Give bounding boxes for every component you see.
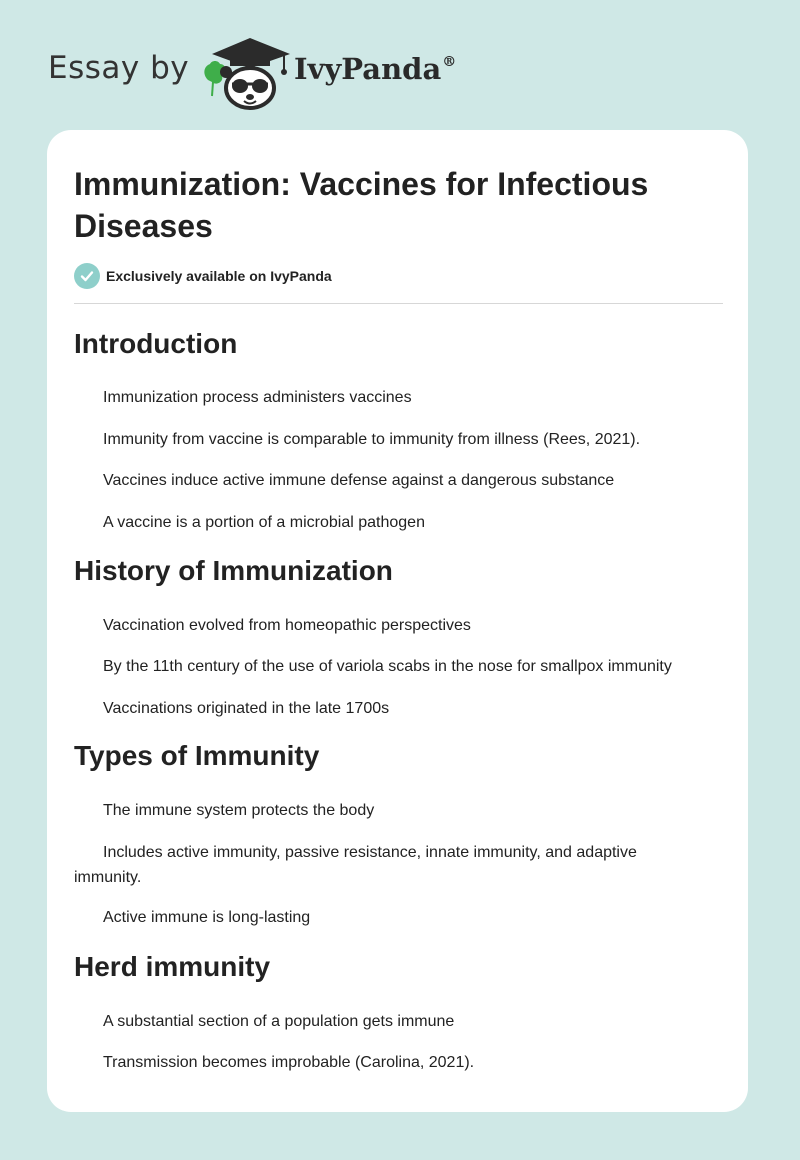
section-heading-herd-immunity: Herd immunity [74,951,271,982]
essay-card [47,130,748,1112]
checkmark-icon [74,263,100,289]
section-heading-history: History of Immunization [74,555,393,586]
paragraph: The immune system protects the body [103,802,375,819]
essay-by-label: Essay by [48,50,190,86]
essay-title: Immunization: Vaccines for Infectious Diseases [74,166,649,244]
registered-mark: ® [442,54,457,70]
section-heading-types: Types of Immunity [74,740,320,771]
paragraph: Transmission becomes improbable (Carolina, 2021). [103,1054,475,1071]
brand-text: IvyPanda [294,52,442,86]
paragraph: A vaccine is a portion of a microbial pathogen [103,514,425,531]
brand-name[interactable] [294,52,456,86]
paragraph: By the 11th century of the use of variola scabs in the nose for smallpox immunity [103,658,672,675]
panda-logo-icon[interactable] [200,34,296,112]
exclusive-badge [74,262,332,290]
paragraph: Vaccinations originated in the late 1700s [103,700,390,717]
ivy-leaf-icon [204,61,225,96]
paragraph: Vaccines induce active immune defense against a dangerous substance [103,472,615,489]
paragraph: Includes active immunity, passive resistance, innate immunity, and adaptive immunity. [74,844,637,886]
paragraph: Immunization process administers vaccines [103,389,412,406]
divider [74,303,723,304]
paragraph: Vaccination evolved from homeopathic perspectives [103,617,471,634]
section-heading-introduction: Introduction [74,328,238,359]
exclusive-label: Exclusively available on IvyPanda [106,268,332,284]
paragraph: Immunity from vaccine is comparable to immunity from illness (Rees, 2021). [103,431,641,448]
paragraph: Active immune is long-lasting [103,909,311,926]
paragraph: A substantial section of a population gets immune [103,1013,455,1030]
site-header [48,34,508,114]
